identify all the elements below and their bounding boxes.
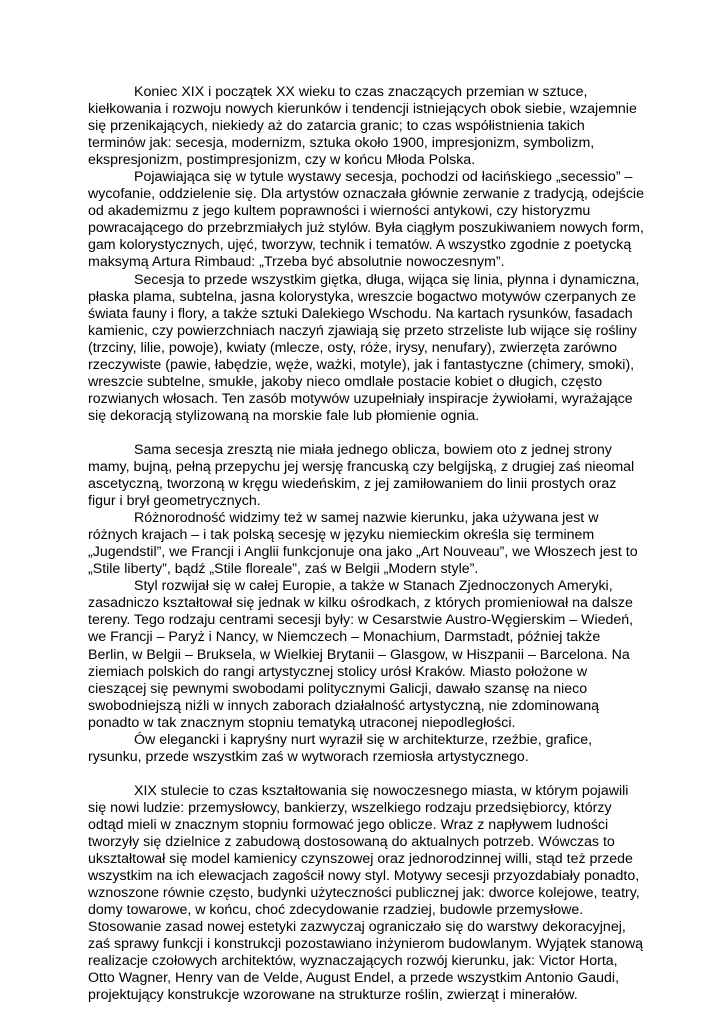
paragraph-line-and-motifs: Secesja to przede wszystkim giętka, długa, wijąca się linia, płynna i dynamiczna, płaska plama, subtelna, jasna kolorystyka, wreszcie bogactwo motywów czerpanych ze świata fauny i flory, a także sztuki Dalekiego Wschodu. Na kartach rysunków, fasadach kamienic, czy powierzchniach naczyń zjawiają się przeto strzeliste lub wijące się rośliny (trzciny, lilie, powoje), kwiaty (mlecze, osty, róże, irysy, nenufary), zwierzęta zarówno rzeczywiste (pawie, łabędzie, węże, ważki, motyle), jak i fantastyczne (chimery, smoki), wreszcie subtelne, smukłe, jakoby nieco omdlałe postacie kobiet o długich, często rozwianych włosach. Ten zasób motywów uzupełniały inspiracje żywiołami, wyrażające się dekoracją stylizowaną na morskie fale lub płomienie ognia. <box>88 271 640 424</box>
document-page <box>88 84 644 1004</box>
paragraph-names: Różnorodność widzimy też w samej nazwie kierunku, jaka używana jest w różnych krajach – i tak polską secesję w języku niemieckim określa się terminem „Jugendstil”, we Francji i Anglii funkcjonuje ona jako „Art Nouveau”, we Włoszech jest to „Stile liberty”, bądź „Stile floreale”, zaś w Belgii „Modern style”. <box>88 510 638 578</box>
paragraph-centers: Styl rozwijał się w całej Europie, a także w Stanach Zjednoczonych Ameryki, zasadniczo kształtował się jednak w kilku ośrodkach, z których promieniował na dalsze tereny. Tego rodzaju centrami secesji były: w Cesarstwie Austro-Węgierskim – Wiedeń, we Francji – Paryż i Nancy, w Niemczech – Monachium, Darmstadt, później także Berlin, w Belgii – Bruksela, w Wielkiej Brytanii – Glasgow, w Hiszpanii – Barcelona. Na ziemiach polskich do rangi artystycznej stolicy urósł Kraków. Miasto położone w cieszącej się pewnymi swobodami politycznymi Galicji, dawało szansę na nieco swobodniejszą niźli w innych zaborach działalność artystyczną, nie zdominowaną ponadto w tak znacznym stopniu tematyką utraconej niepodległości. <box>88 578 634 731</box>
paragraph-intro: Koniec XIX i początek XX wieku to czas znaczących przemian w sztuce, kiełkowania i rozwoju nowych kierunków i tendencji istniejących obok siebie, wzajemnie się przenikających, niekiedy aż do zatarcia granic; to czas współistnienia takich terminów jak: secesja, modernizm, sztuka około 1900, impresjonizm, symbolizm, ekspresjonizm, postimpresjonizm, czy w końcu Młoda Polska. <box>88 84 637 169</box>
paragraph-variants: Sama secesja zresztą nie miała jednego oblicza, bowiem oto z jednej strony mamy, bujną, pełną przepychu jej wersję francuską czy belgijską, z drugiej zaś nieomal ascetyczną, tworzoną w kręgu wiedeńskim, z jej zamiłowaniem do linii prostych oraz figur i brył geometrycznych. <box>88 441 635 510</box>
paragraph-architecture: XIX stulecie to czas kształtowania się nowoczesnego miasta, w którym pojawili się nowi ludzie: przemysłowcy, bankierzy, wszelkiego rodzaju przedsiębiorcy, którzy odtąd mieli w znacznym stopniu formować jego oblicze. Wraz z napływem ludności tworzyły się dzielnice z zabudową dostosowaną do aktualnych potrzeb. Wówczas to ukształtował się model kamienicy czynszowej oraz jednorodzinnej willi, stąd też przede wszystkim na ich elewacjach zagościł nowy styl. Motywy secesji przyozdabiały ponadto, wznoszone równie często, budynki użyteczności publicznej jak: dworce kolejowe, teatry, domy towarowe, w końcu, choć zdecydowanie rzadziej, budowle przemysłowe. Stosowanie zasad nowej estetyki zazwyczaj ograniczało się do warstwy dekoracyjnej, zaś sprawy funkcji i konstrukcji pozostawiano inżynierom budowlanym. Wyjątek stanową realizacje czołowych architektów, wyznaczających rozwój kierunku, jak: Victor Horta, Otto Wagner, Henry van de Velde, August Endel, a przede wszystkim Antonio Gaudi, projektujący konstrukcje wzorowane na strukturze roślin, zwierząt i minerałów. <box>88 782 643 1004</box>
paragraph-media: Ów elegancki i kapryśny nurt wyraził się w architekturze, rzeźbie, grafice, rysunku, przede wszystkim zaś w wytworach rzemiosła artystycznego. <box>88 731 593 765</box>
paragraph-secessio-etymology: Pojawiająca się w tytule wystawy secesja, pochodzi od łacińskiego „secessio” – wycofanie, oddzielenie się. Dla artystów oznaczała głównie zerwanie z tradycją, odejście od akademizmu z jego kultem poprawności i wierności antykowi, czy historyzmu powracającego do przebrzmiałych już stylów. Była ciągłym poszukiwaniem nowych form, gam kolorystycznych, ujęć, tworzyw, technik i tematów. A wszystko zgodnie z poetycką maksymą Artura Rimbaud: „Trzeba być absolutnie nowoczesnym”. <box>88 169 644 271</box>
